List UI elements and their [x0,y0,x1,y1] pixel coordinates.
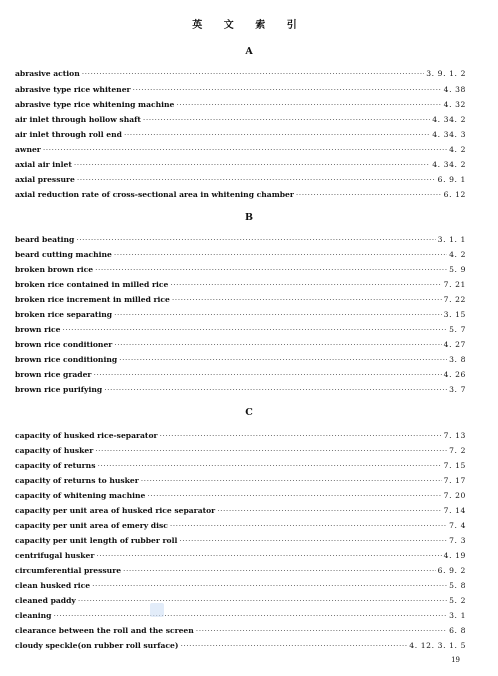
dot-leader [95,446,447,455]
dot-leader [114,310,442,319]
entry-term: cloudy speckle(on rubber roll surface) [15,641,179,650]
index-entry [15,626,466,638]
entry-ref: 3. 9. 1. 2 [426,69,466,78]
entry-ref: 7. 13 [443,431,466,440]
entry-ref: 5. 9 [449,265,466,274]
page-title: 英 文 索 引 [192,20,306,31]
dot-leader [180,641,407,650]
index-entry [15,295,466,307]
dot-leader [124,130,430,139]
entry-term: capacity of returns to husker [15,476,139,485]
dot-leader [143,115,430,124]
index-entry [15,521,466,533]
index-entry [15,431,466,443]
index-entry [15,100,466,112]
index-entry [15,446,466,458]
entry-term: brown rice [15,325,61,334]
dot-leader [119,355,447,364]
index-entry [15,355,466,367]
entry-ref: 7. 21 [443,280,466,289]
entry-ref: 4. 32 [443,100,466,109]
index-entry [15,581,466,593]
dot-leader [170,521,447,530]
page-number: 19 [451,656,460,664]
entry-term: brown rice purifying [15,385,103,394]
entry-ref: 4. 27 [443,340,466,349]
index-entry [15,175,466,187]
dot-leader [43,145,447,154]
entry-term: broken rice increment in milled rice [15,295,170,304]
section-letter-a: A [245,46,253,57]
entry-ref: 4. 34. 2 [432,160,466,169]
entry-term: brown rice conditioner [15,340,113,349]
section-letter-b: B [244,212,254,223]
dot-leader [74,160,430,169]
dot-leader [78,596,447,605]
index-entry [15,370,466,382]
entry-term: centrifugal husker [15,551,95,560]
index-entry [15,69,466,81]
index-entry [15,385,466,397]
entry-ref: 4. 34. 2 [432,115,466,124]
dot-leader [54,611,448,620]
entry-term: capacity of husker [15,446,94,455]
entry-term: air inlet through roll end [15,130,122,139]
dot-leader [176,100,441,109]
index-entry [15,85,466,97]
entry-ref: 6. 9. 2 [437,566,466,575]
index-entry [15,340,466,352]
dot-leader [147,491,441,500]
entry-term: capacity per unit length of rubber roll [15,536,178,545]
index-entry [15,536,466,548]
entry-term: capacity of returns [15,461,96,470]
index-entry [15,130,466,142]
entry-term: axial air inlet [15,160,72,169]
entry-ref: 3. 15 [443,310,466,319]
entry-ref: 3. 8 [449,355,466,364]
entry-ref: 5. 7 [449,325,466,334]
entry-ref: 6. 12 [443,190,466,199]
dot-leader [62,325,447,334]
entry-term: brown rice grader [15,370,92,379]
entry-term: broken rice contained in milled rice [15,280,169,289]
index-entry [15,115,466,127]
entry-term: beard beating [15,235,75,244]
entry-ref: 4. 2 [449,250,466,259]
entry-term: abrasive type rice whitener [15,85,131,94]
entry-ref: 3. 7 [449,385,466,394]
dot-leader [172,295,442,304]
index-entry [15,596,466,608]
entry-ref: 4. 2 [449,145,466,154]
dot-leader [76,235,435,244]
index-entry [15,265,466,277]
dot-leader [141,476,442,485]
dot-leader [133,85,442,94]
dot-leader [92,581,447,590]
entry-ref: 6. 9. 1 [437,175,466,184]
entry-ref: 4. 26 [443,370,466,379]
entry-ref: 5. 2 [449,596,466,605]
dot-leader [95,265,447,274]
index-entry [15,145,466,157]
entry-term: abrasive type rice whitening machine [15,100,175,109]
index-entry [15,160,466,172]
entry-term: beard cutting machine [15,250,112,259]
section-letter-c: C [245,407,253,418]
entry-term: cleaning [15,611,52,620]
index-entry [15,250,466,262]
entry-ref: 3. 1. 1 [437,235,466,244]
index-entry [15,235,466,247]
entry-term: circumferential pressure [15,566,122,575]
entry-term: broken rice separating [15,310,113,319]
scan-smudge [150,603,164,617]
entry-ref: 7. 14 [443,506,466,515]
entry-ref: 5. 8 [449,581,466,590]
entry-ref: 4. 38 [443,85,466,94]
index-entry [15,280,466,292]
dot-leader [179,536,447,545]
entry-ref: 7. 4 [449,521,466,530]
index-entry [15,641,466,653]
entry-ref: 4. 19 [443,551,466,560]
index-entry [15,491,466,503]
dot-leader [96,551,441,560]
entry-term: axial reduction rate of cross-sectional area in whitening chamber [15,190,294,199]
entry-ref: 7. 15 [443,461,466,470]
entry-ref: 7. 22 [443,295,466,304]
entry-ref: 7. 17 [443,476,466,485]
entry-ref: 3. 1 [449,611,466,620]
index-entry [15,190,466,202]
index-entry [15,611,466,623]
entry-term: axial pressure [15,175,75,184]
index-entry [15,310,466,322]
dot-leader [97,461,441,470]
dot-leader [160,431,442,440]
index-entry [15,551,466,563]
dot-leader [196,626,447,635]
entry-ref: 4. 12. 3. 1. 5 [409,641,466,650]
index-entry [15,461,466,473]
index-entry [15,325,466,337]
entry-term: clearance between the roll and the screen [15,626,194,635]
entry-ref: 7. 3 [449,536,466,545]
entry-term: awner [15,145,41,154]
entry-term: air inlet through hollow shaft [15,115,141,124]
entry-term: clean husked rice [15,581,91,590]
entry-term: capacity per unit area of husked rice separator [15,506,216,515]
entry-ref: 7. 20 [443,491,466,500]
dot-leader [82,69,424,78]
dot-leader [104,385,447,394]
index-entry [15,566,466,578]
entry-term: capacity per unit area of emery disc [15,521,168,530]
dot-leader [296,190,442,199]
index-entry [15,506,466,518]
entry-term: abrasive action [15,69,80,78]
entry-ref: 4. 34. 3 [432,130,466,139]
dot-leader [217,506,441,515]
dot-leader [170,280,441,289]
dot-leader [114,340,441,349]
dot-leader [114,250,447,259]
index-entry [15,476,466,488]
dot-leader [77,175,436,184]
entry-term: capacity of whitening machine [15,491,146,500]
entry-term: capacity of husked rice-separator [15,431,158,440]
entry-ref: 7. 2 [449,446,466,455]
entry-term: brown rice conditioning [15,355,118,364]
entry-ref: 6. 8 [449,626,466,635]
entry-term: broken brown rice [15,265,94,274]
dot-leader [123,566,436,575]
entry-term: cleaned paddy [15,596,76,605]
dot-leader [93,370,441,379]
